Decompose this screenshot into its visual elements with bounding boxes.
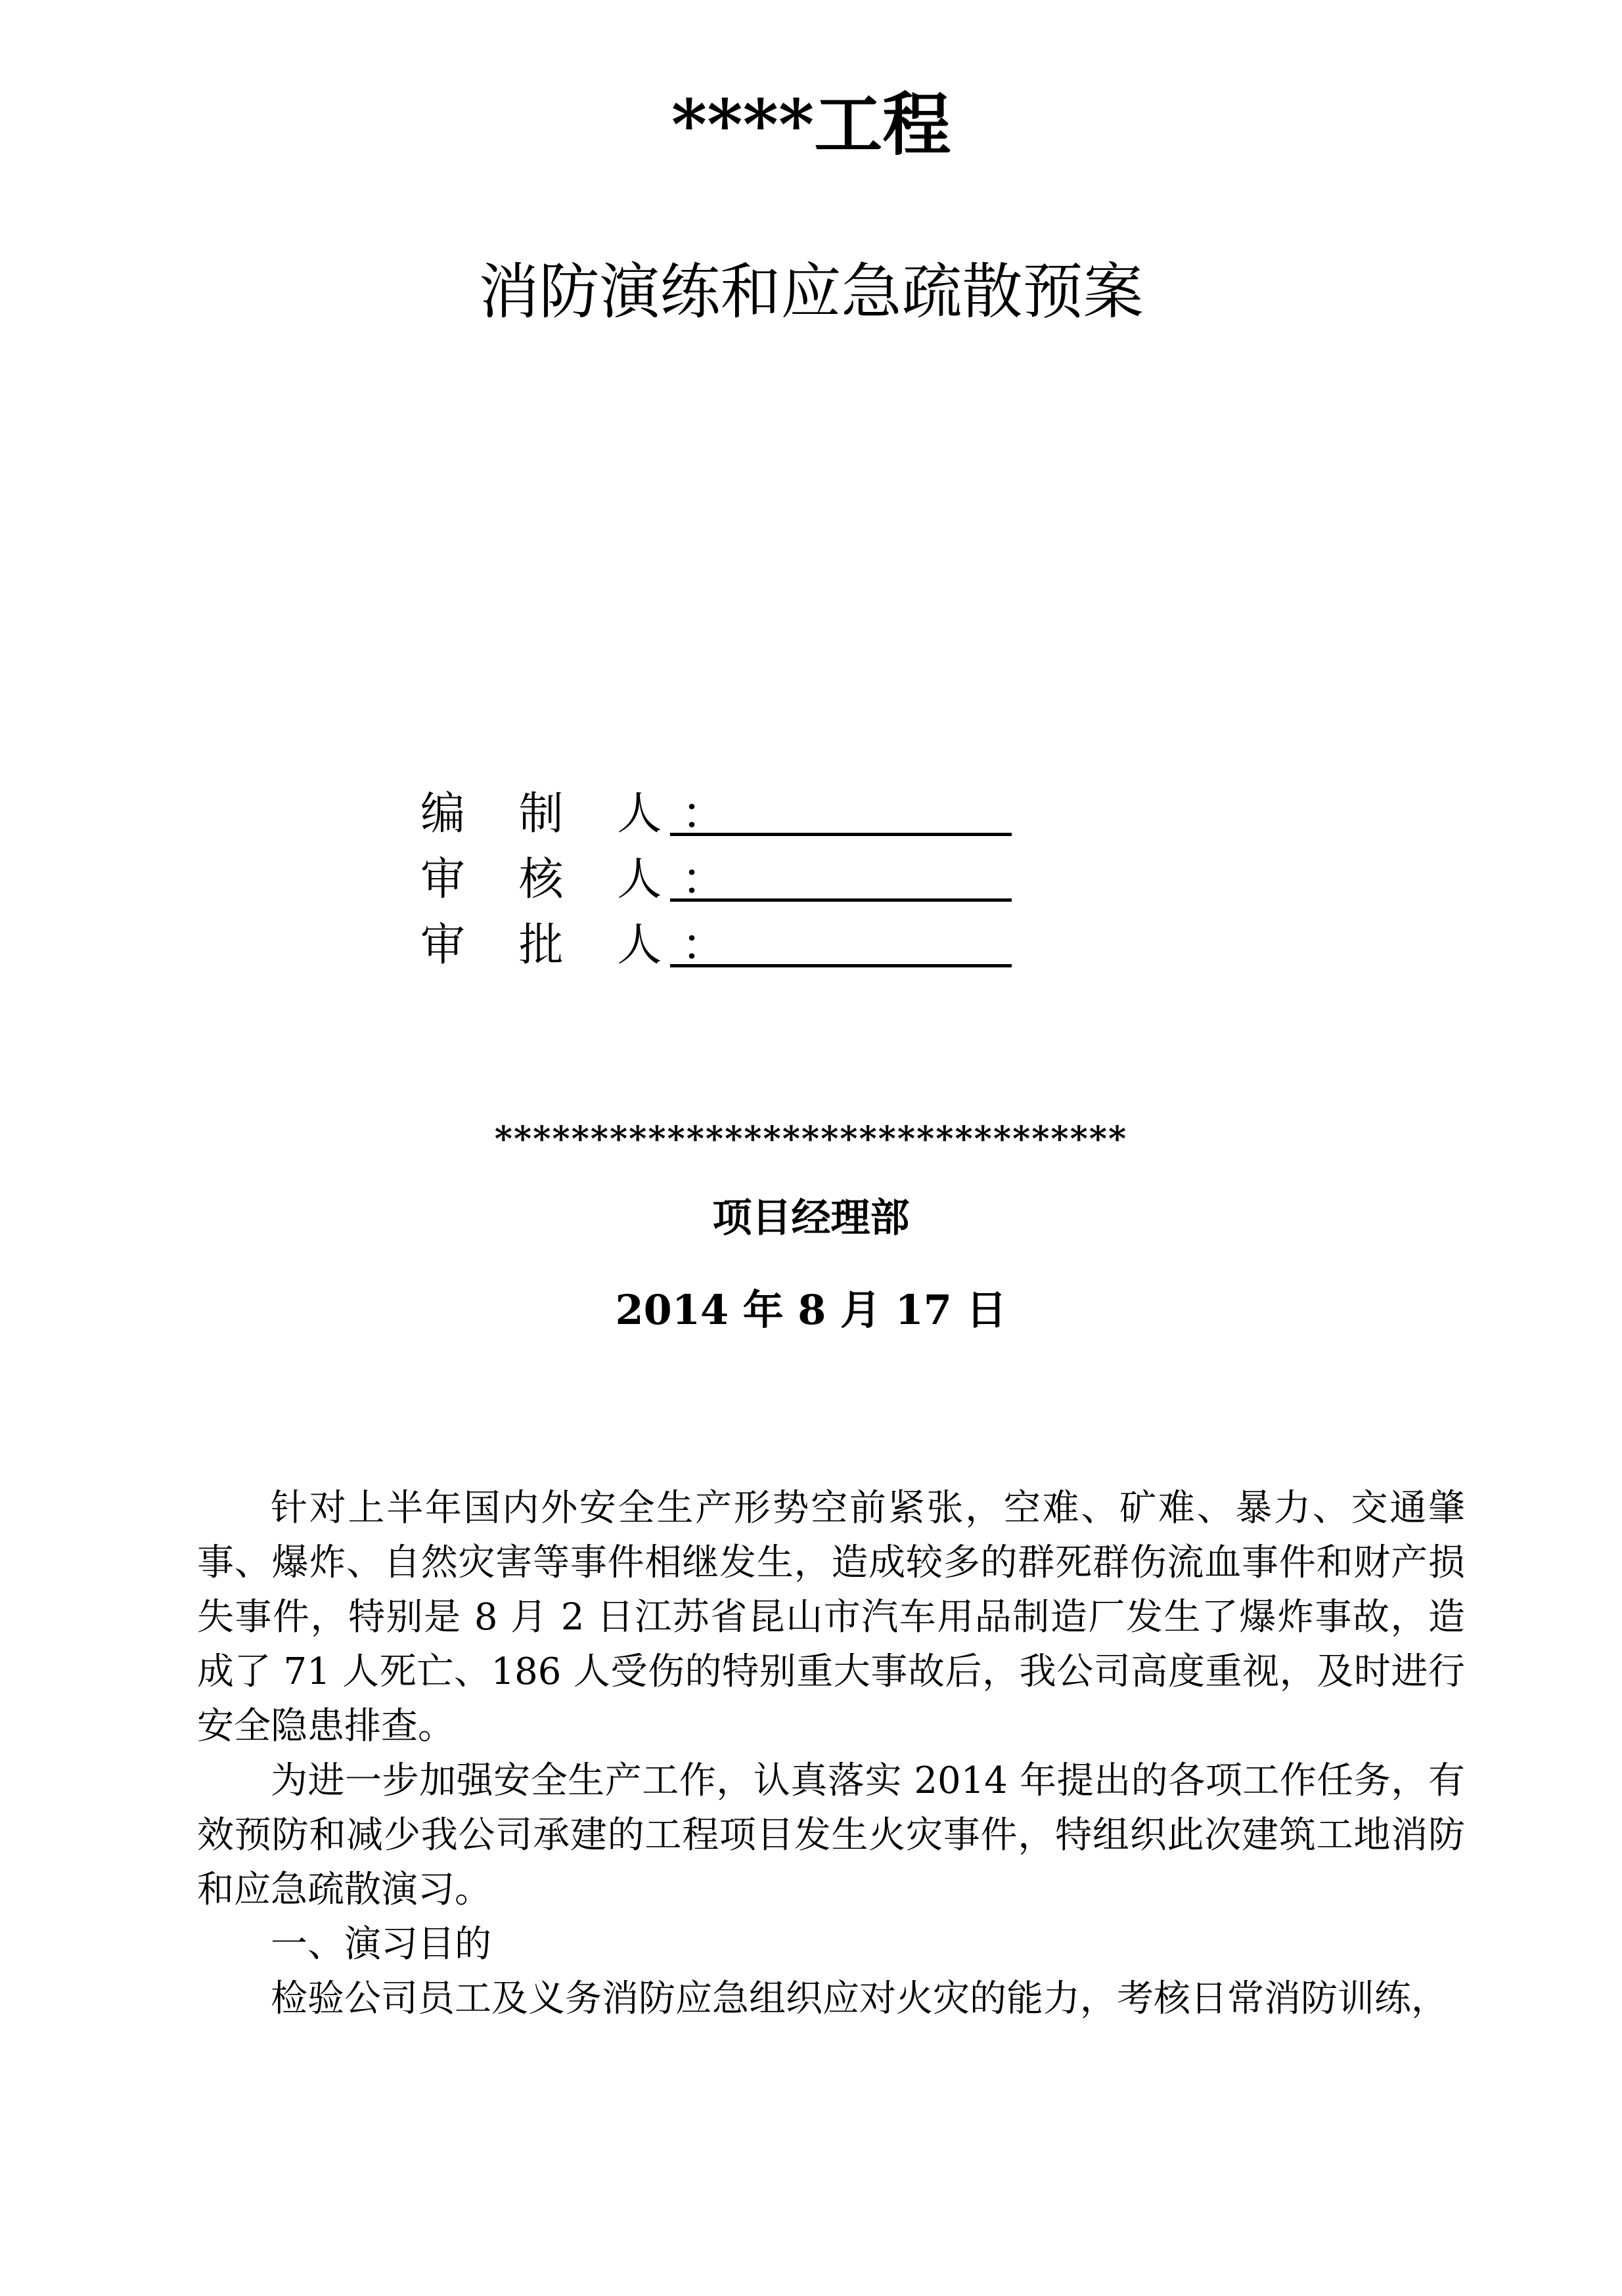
body-text	[197, 1481, 1465, 2026]
signature-line	[670, 833, 1012, 836]
signature-line	[670, 898, 1012, 902]
document-date: 2014 年 8 月 17 日	[615, 1286, 1007, 1334]
signature-row-compiler	[420, 785, 1012, 844]
signature-row-approver	[420, 916, 1012, 975]
paragraph: 针对上半年国内外安全生产形势空前紧张，空难、矿难、暴力、交通肇事、爆炸、自然灾害等事件相继发生，造成较多的群死群伤流血事件和财产损失事件，特别是 8 月 2 日江苏省昆山市汽车用品制造厂发生了爆炸事故，造成了 71 人死亡、186 人受伤的特别重大事故后，我公司高度重视，及时进行安全隐患排查。	[197, 1487, 1465, 1748]
signature-label: 编 制 人：	[420, 788, 746, 840]
document-title: ****工程	[671, 84, 951, 165]
signature-line	[670, 964, 1012, 967]
paragraph: 检验公司员工及义务消防应急组织应对火灾的能力，考核日常消防训练，	[271, 1977, 1448, 2020]
paragraph: 为进一步加强安全生产工作，认真落实 2014 年提出的各项工作任务，有效预防和减少我公司承建的工程项目发生火灾事件，特组织此次建筑工地消防和应急疏散演习。	[197, 1759, 1465, 1911]
department-name: 项目经理部	[712, 1195, 910, 1241]
document-subtitle: 消防演练和应急疏散预案	[478, 257, 1144, 327]
section-heading: 一、演习目的	[271, 1923, 491, 1966]
signature-row-reviewer	[420, 850, 1012, 910]
star-divider: *********************************	[494, 1119, 1128, 1159]
signature-label: 审 核 人：	[420, 854, 746, 906]
signature-label: 审 批 人：	[420, 919, 746, 971]
